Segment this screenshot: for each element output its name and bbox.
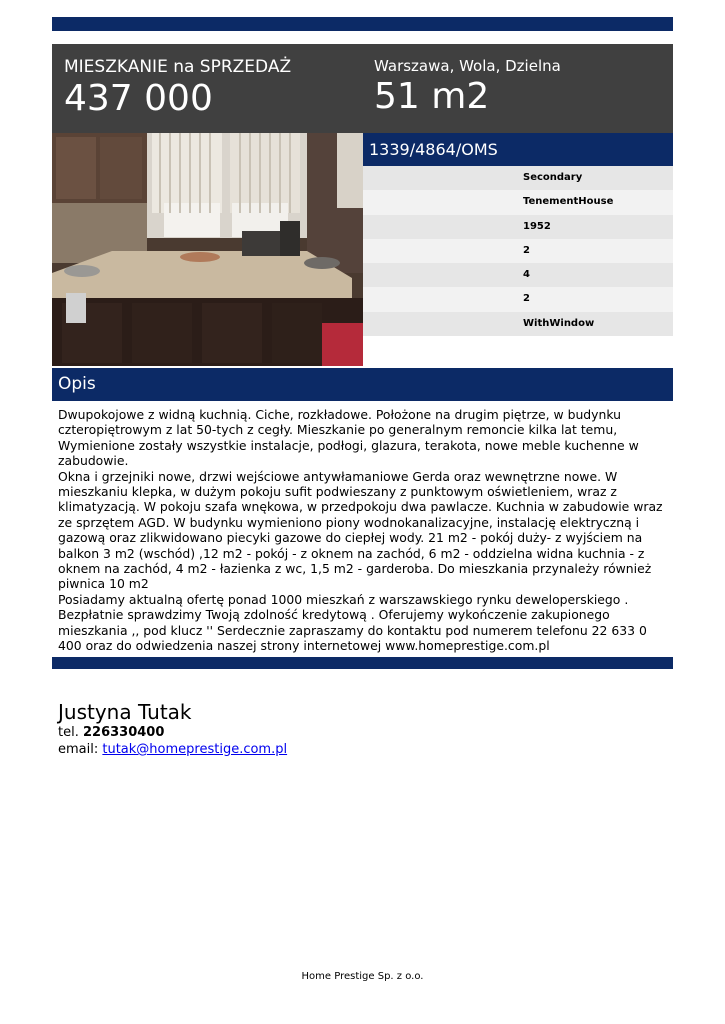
- property-photo: [52, 133, 363, 366]
- agent-name: Justyna Tutak: [58, 700, 192, 724]
- agent-phone: 226330400: [82, 725, 165, 740]
- offer-type: MIESZKANIE na SPRZEDAŻ: [64, 57, 292, 77]
- description-text: Dwupokojowe z widną kuchnią. Ciche, rozkładowe. Położone na drugim piętrze, w budynku czteropiętrowym z lat 50-tych z cegły. Mieszkanie po generalnym remoncie kilka lat temu, Wymienione zostały wszystkie instalacje, podłogi, glazura, terakota, nowe meble kuchenne w zabudowie. Okna i grzejniki nowe, drzwi wejściowe antywłamaniowe Gerda oraz wewnętrzne nowe. W mieszkaniu klepka, w dużym pokoju sufit podwieszany z punktowym oświetleniem, wraz z klimatyzacją. W pokoju szafa wnękowa, w przedpokoju dwa pawlacze. Kuchnia w zabudowie wraz ze sprzętem AGD. W budynku wymieniono piony wodnokanalizacyjne, instalację elektryczną i gazową oraz zlikwidowano piecyki gazowe do ciepłej wody. 21 m2 - pokój duży- z wyjściem na balkon 3 m2 (wschód) ,12 m2 - pokój - z oknem na zachód, 6 m2 - oddzielna widna kuchnia - z oknem na zachód, 4 m2 - łazienka z wc, 1,5 m2 - garderoba. Do mieszkania przynależy również piwnica 10 m2 Posiadamy aktualną ofertę ponad 1000 mieszkań z warszawskiego rynku deweloperskiego . Bezpłatnie sprawdzimy Twoją zdolność kredytową . Oferujemy wykończenie zakupionego mieszkania ,, pod klucz '' Serdecznie zapraszamy do kontaktu pod numerem telefonu 22 633 0 400 oraz do odwiedzenia naszej strony internetowej www.homeprestige.com.pl: [58, 407, 663, 654]
- header-left: [64, 56, 291, 120]
- location: Warszawa, Wola, Dzielna: [374, 57, 561, 75]
- phone-label: tel.: [58, 725, 79, 740]
- area: 51 m2: [374, 76, 490, 117]
- top-accent-bar: [52, 17, 673, 31]
- property-row-building-type: TenementHouse: [363, 190, 673, 214]
- footer-company: Home Prestige Sp. z o.o.: [301, 971, 424, 982]
- property-row-year-built: 1952: [363, 215, 673, 239]
- description-heading: Opis: [52, 368, 673, 401]
- header-right: [374, 56, 561, 118]
- email-label: email:: [58, 742, 99, 757]
- agent-email-link[interactable]: tutak@homeprestige.com.pl: [102, 742, 288, 757]
- listing-details: [363, 133, 673, 336]
- property-row-floor: 2: [363, 287, 673, 311]
- price: 437 000: [64, 78, 213, 119]
- kitchen-photo-image: [52, 133, 363, 366]
- agent-phone-line: [58, 724, 287, 741]
- agent-email-line: [58, 741, 287, 758]
- property-row-kitchen: WithWindow: [363, 312, 673, 336]
- property-row-rooms: 2: [363, 239, 673, 263]
- reference-number: 1339/4864/OMS: [363, 133, 673, 166]
- property-row-floors: 4: [363, 263, 673, 287]
- listing-header: [52, 44, 673, 133]
- section-divider-bar: [52, 657, 673, 669]
- property-row-market: Secondary: [363, 166, 673, 190]
- agent-contact: [58, 700, 287, 758]
